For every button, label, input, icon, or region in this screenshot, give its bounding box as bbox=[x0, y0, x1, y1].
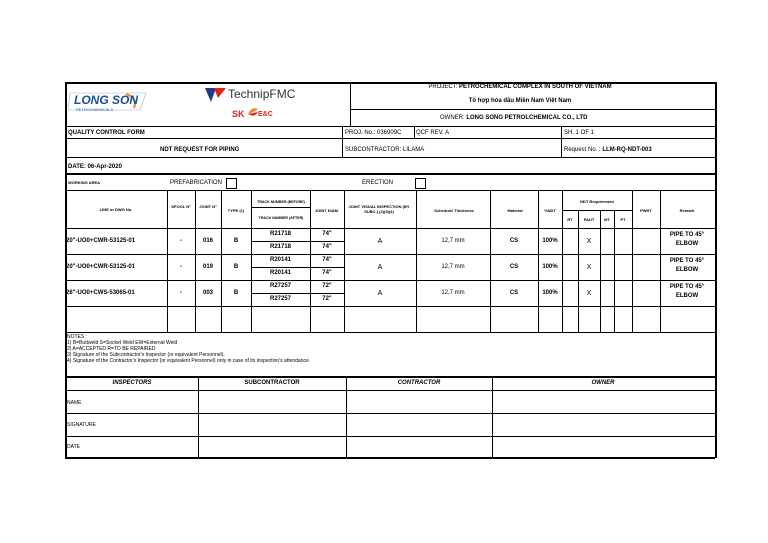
row-diam-before: 74" bbox=[322, 257, 332, 263]
note-line: 2) A=ACCEPTED R=TO BE REPAIRED bbox=[67, 346, 156, 352]
row-remark-2: ELBOW bbox=[675, 267, 699, 273]
row-diam-after: 74" bbox=[322, 270, 332, 276]
grid-line bbox=[65, 126, 715, 127]
row-remark-1: PIPE TO 45° bbox=[669, 284, 705, 290]
project-label: PROJECT: bbox=[428, 84, 460, 90]
row-paut: X bbox=[586, 238, 592, 245]
row-schedule: 12,7 mm bbox=[441, 290, 465, 296]
row-spool: - bbox=[180, 238, 182, 244]
row-material: CS bbox=[509, 264, 519, 270]
col-rt: RT bbox=[567, 217, 573, 222]
row-track-before: R20141 bbox=[269, 257, 292, 263]
grid-line bbox=[342, 126, 343, 157]
col-type: TYPE (1) bbox=[227, 208, 245, 213]
sk-logo-text: SK bbox=[232, 109, 245, 119]
sign-signature-label: SIGNATURE bbox=[67, 422, 96, 428]
row-remark-2: ELBOW bbox=[675, 241, 699, 247]
grid-line bbox=[562, 210, 632, 211]
row-diam-after: 74" bbox=[322, 244, 332, 250]
grid-line bbox=[65, 436, 715, 437]
working-area-label: WORKING AREA bbox=[68, 180, 101, 185]
note-line: NOTES : bbox=[67, 334, 88, 340]
col-line: LINE or DWG No. bbox=[99, 207, 133, 212]
grid-line bbox=[251, 267, 344, 268]
sign-subcontractor-header: SUBCONTRACTOR bbox=[244, 380, 300, 386]
col-joint: JOINT N° bbox=[199, 204, 217, 209]
grid-line bbox=[65, 306, 715, 307]
row-line-no: 20"-UO0+CWR-53125-01 bbox=[66, 238, 136, 244]
sign-contractor-header: CONTRACTOR bbox=[397, 380, 441, 386]
grid-line bbox=[65, 457, 715, 459]
prefabrication-label: PREFABRICATION bbox=[170, 180, 222, 186]
grid-line bbox=[195, 190, 196, 332]
grid-line bbox=[65, 413, 715, 414]
col-visual: JOINT VISUAL INSPECTION (BY SUBC.) (2)(3)(4) bbox=[348, 204, 410, 214]
grid-line bbox=[251, 293, 344, 294]
row-track-after: R21718 bbox=[269, 244, 292, 250]
grid-line bbox=[562, 190, 563, 332]
grid-line bbox=[350, 82, 351, 126]
grid-line bbox=[65, 157, 715, 158]
row-diam-before: 72" bbox=[322, 283, 332, 289]
grid-line bbox=[416, 190, 417, 332]
sheet-number: SH. 1 OF 1 bbox=[564, 130, 595, 136]
row-pct-ndt: 100% bbox=[542, 238, 558, 244]
note-line: 1) B=Buttweld S=Socket Weld EW=External Weld bbox=[67, 340, 178, 346]
technipfmc-logo-text: TechnipFMC bbox=[228, 87, 296, 101]
grid-line bbox=[65, 228, 715, 229]
form-date: DATE: 06-Apr-2020 bbox=[68, 164, 122, 170]
row-type: B bbox=[233, 238, 239, 244]
sign-owner-header: OWNER bbox=[591, 380, 615, 386]
grid-line bbox=[715, 82, 717, 458]
row-remark-2: ELBOW bbox=[675, 293, 699, 299]
row-material: CS bbox=[509, 290, 519, 296]
longson-logo-text: LONG SON bbox=[74, 93, 139, 107]
grid-line bbox=[65, 173, 715, 175]
row-schedule: 12,7 mm bbox=[441, 264, 465, 270]
row-visual: A bbox=[377, 238, 383, 245]
row-type: B bbox=[233, 264, 239, 270]
proj-no: PROJ. No.: 036909C bbox=[345, 130, 402, 136]
sk-ec-text: E&C bbox=[258, 111, 273, 118]
project-title bbox=[420, 84, 620, 91]
row-joint: 016 bbox=[202, 238, 213, 244]
owner-label: OWNER: bbox=[440, 115, 467, 121]
grid-line bbox=[492, 376, 493, 458]
project-title-vn: Tổ hợp hóa dầu Miền Nam Việt Nam bbox=[468, 98, 572, 104]
col-track-after: TRACK NUMBER (AFTER) bbox=[258, 216, 304, 220]
technipfmc-logo bbox=[204, 86, 314, 106]
grid-line bbox=[65, 376, 715, 378]
grid-line bbox=[414, 126, 415, 138]
col-mt: MT bbox=[604, 217, 610, 222]
col-paut: PAUT bbox=[583, 217, 595, 222]
project-name: PETROCHEMICAL COMPLEX IN SOUTH OF VIETNAM bbox=[459, 84, 612, 90]
erection-label: ERECTION bbox=[362, 180, 394, 186]
grid-line bbox=[198, 376, 199, 458]
row-joint: 019 bbox=[202, 264, 213, 270]
row-visual: A bbox=[377, 264, 383, 271]
grid-line bbox=[346, 376, 347, 458]
row-remark-1: PIPE TO 45° bbox=[669, 232, 705, 238]
col-material: Material bbox=[507, 208, 523, 213]
row-diam-before: 74" bbox=[322, 231, 332, 237]
technip-triangle-icon bbox=[204, 86, 228, 104]
grid-line bbox=[167, 190, 168, 332]
owner-line bbox=[440, 115, 587, 122]
erection-checkbox[interactable] bbox=[415, 178, 426, 189]
col-track-before: TRACK NUMBER (BEFORE) bbox=[257, 200, 305, 204]
qc-form-label: QUALITY CONTROL FORM bbox=[68, 130, 145, 136]
row-joint: 003 bbox=[202, 290, 213, 296]
col-joint-diam: JOINT DIAM. bbox=[314, 208, 340, 213]
sign-date-label: DATE bbox=[67, 444, 80, 450]
note-line: 3) Signature of the Subcontractor's Inspector (or equivalent Personnel). bbox=[67, 352, 225, 358]
row-track-before: R27257 bbox=[269, 283, 292, 289]
col-ndt-requirement: NDT Requirement bbox=[580, 199, 614, 204]
grid-line bbox=[65, 390, 715, 391]
qcf-rev: QCF REV. A bbox=[416, 130, 450, 136]
col-pwht: PWHT bbox=[640, 208, 652, 213]
form-title: NDT REQUEST FOR PIPING bbox=[160, 147, 240, 153]
row-line-no: 26"-UO0+CWS-53065-01 bbox=[66, 290, 135, 296]
row-paut: X bbox=[586, 290, 592, 297]
row-schedule: 12,7 mm bbox=[441, 238, 465, 244]
owner-name: LONG SONG PETROLCHEMICAL CO., LTD bbox=[466, 115, 588, 121]
row-spool: - bbox=[180, 290, 182, 296]
col-spool: SPOOL N° bbox=[171, 204, 191, 209]
col-schedule: Schedule/ Thickness bbox=[434, 208, 474, 213]
row-track-after: R27257 bbox=[269, 296, 292, 302]
row-track-after: R20141 bbox=[269, 270, 292, 276]
grid-line bbox=[251, 207, 310, 208]
sign-name-label: NAME bbox=[67, 400, 82, 406]
sk-ec-logo bbox=[232, 108, 292, 122]
request-label: Request No. : bbox=[564, 147, 603, 153]
row-material: CS bbox=[509, 238, 519, 244]
row-pct-ndt: 100% bbox=[542, 290, 558, 296]
subcontractor-name: SUBCONTRACTOR: LILAMA bbox=[345, 147, 425, 153]
request-number bbox=[564, 147, 652, 154]
request-value: LLM-RQ-NDT-003 bbox=[602, 147, 652, 153]
col-remark: Remark bbox=[679, 208, 695, 213]
grid-line bbox=[561, 126, 562, 157]
sign-inspectors-header: INSPECTORS bbox=[112, 380, 152, 386]
row-type: B bbox=[233, 290, 239, 296]
longson-logo bbox=[68, 90, 148, 116]
row-remark-1: PIPE TO 45° bbox=[669, 258, 705, 264]
grid-line bbox=[350, 109, 715, 110]
col-pct-ndt: %NDT bbox=[544, 208, 556, 213]
row-visual: A bbox=[377, 290, 383, 297]
row-track-before: R21718 bbox=[269, 231, 292, 237]
row-spool: - bbox=[180, 264, 182, 270]
grid-line bbox=[65, 138, 715, 139]
grid-line bbox=[65, 190, 715, 191]
longson-logo-subtext: PETROCHEMICALS bbox=[76, 107, 114, 112]
note-line: 4) Signature of the Contractor's Inspector (or equivalent Personnel) only in case of its inspection's attendance. bbox=[67, 358, 311, 364]
grid-line bbox=[251, 241, 344, 242]
row-pct-ndt: 100% bbox=[542, 264, 558, 270]
grid-line bbox=[65, 280, 715, 281]
prefabrication-checkbox[interactable] bbox=[226, 178, 237, 189]
row-paut: X bbox=[586, 264, 592, 271]
grid-line bbox=[65, 332, 715, 333]
col-pt: PT bbox=[620, 217, 626, 222]
grid-line bbox=[65, 254, 715, 255]
row-diam-after: 72" bbox=[322, 296, 332, 302]
row-line-no: 20"-UO0+CWR-53125-01 bbox=[66, 264, 136, 270]
